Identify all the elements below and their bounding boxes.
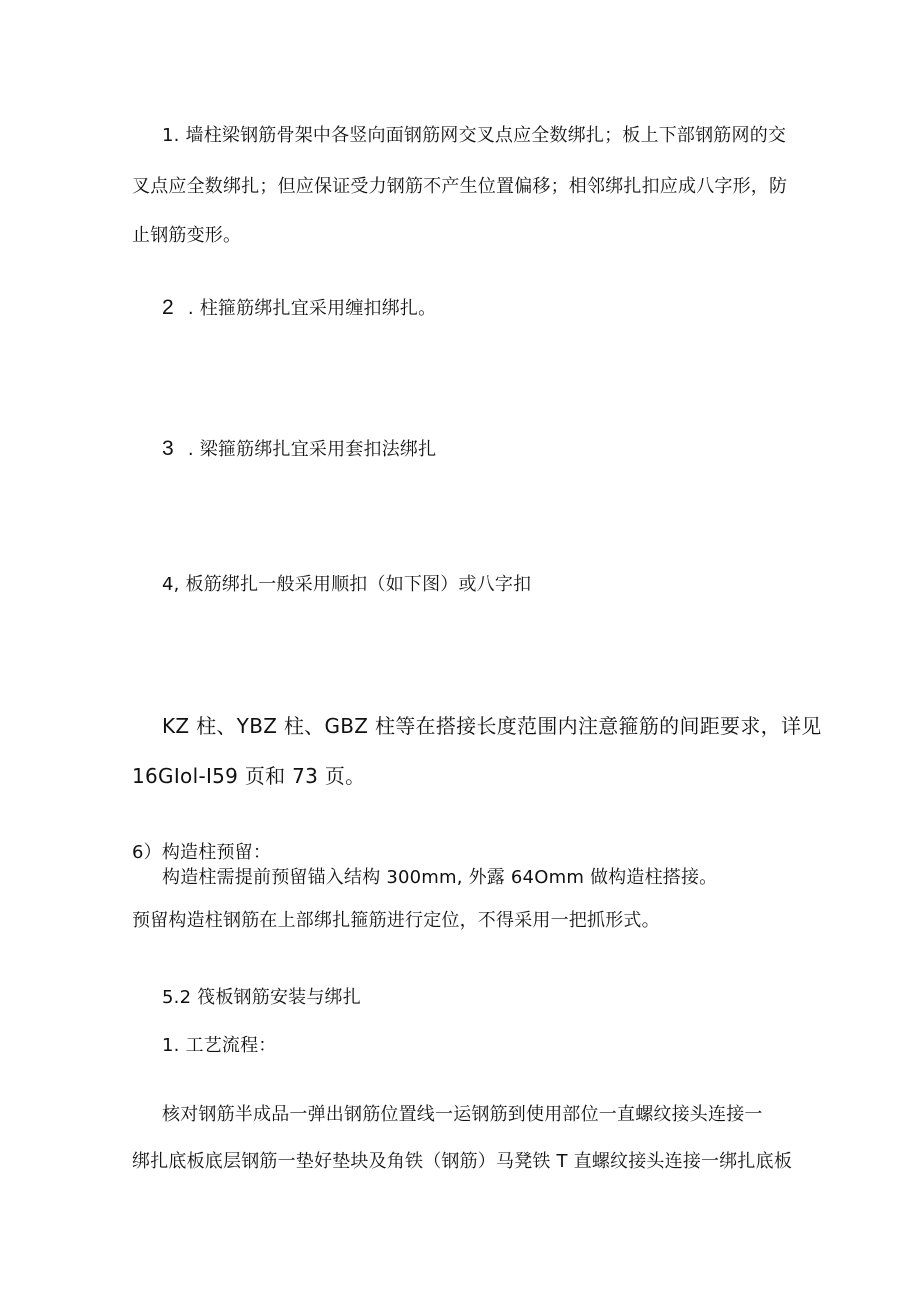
item3-text: . 梁箍筋绑扎宜采用套扣法绑扎 [187,439,437,460]
item3-paragraph [162,437,436,462]
item1-line3: 止钢筋变形。 [132,225,242,246]
item2-number: 2 [162,296,174,319]
section52-heading: 5.2 筏板钢筋安装与绑扎 [162,987,361,1008]
section52-subheading: 1. 工艺流程： [162,1035,277,1056]
item1-line1: 1. 墙柱梁钢筋骨架中各竖向面钢筋网交叉点应全数绑扎；板上下部钢筋网的交 [162,125,787,146]
kz-note-line2: 16GIol-I59 页和 73 页。 [132,764,366,788]
item4-paragraph: 4, 板筋绑扎一般采用顺扣（如下图）或八字扣 [162,574,532,595]
section52-flow-line1: 核对钢筋半成品一弹出钢筋位置线一运钢筋到使用部位一直螺纹接头连接一 [162,1104,763,1125]
item6-line1: 构造柱需提前预留锚入结构 300mm, 外露 64Omm 做构造柱搭接。 [162,867,718,888]
item6-line2: 预留构造柱钢筋在上部绑扎箍筋进行定位，不得采用一把抓形式。 [132,910,660,931]
item1-line2: 叉点应全数绑扎；但应保证受力钢筋不产生位置偏移；相邻绑扎扣应成八字形，防 [132,176,788,197]
section52-flow-line2: 绑扎底板底层钢筋一垫好垫块及角铁（钢筋）马凳铁 T 直螺纹接头连接一绑扎底板 [132,1151,793,1172]
item3-number: 3 [162,437,174,460]
item6-heading: 6）构造柱预留： [132,842,272,863]
item2-paragraph [162,296,436,321]
kz-note-line1: KZ 柱、YBZ 柱、GBZ 柱等在搭接长度范围内注意箍筋的间距要求，详见 [162,714,822,738]
item2-text: . 柱箍筋绑扎宜采用缠扣绑扎。 [187,298,437,319]
